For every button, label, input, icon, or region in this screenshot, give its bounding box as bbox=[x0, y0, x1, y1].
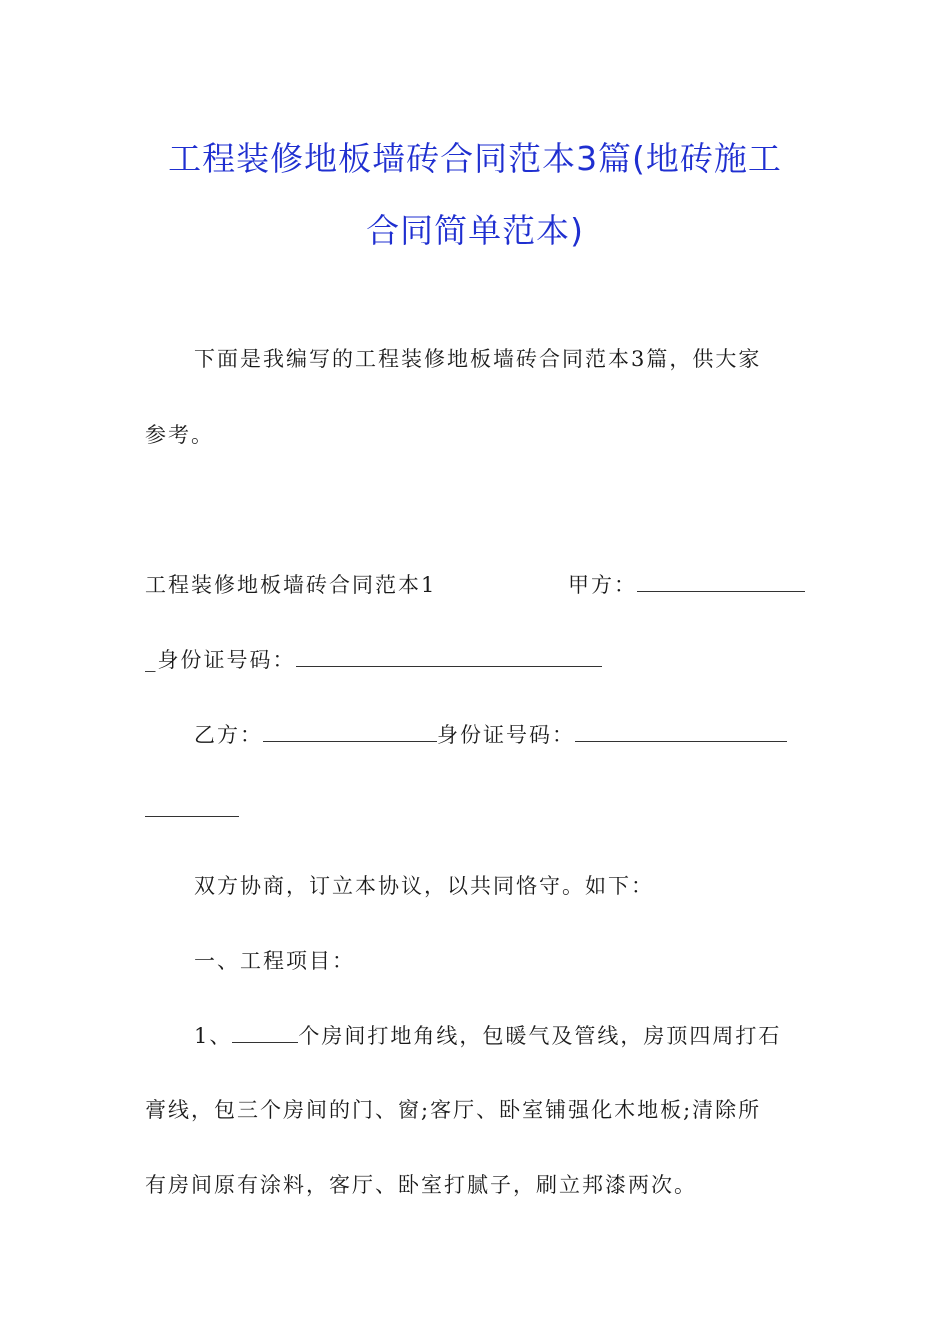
agreement-statement: 双方协商，订立本协议，以共同恪守。如下： bbox=[194, 874, 654, 898]
party-a-label: 甲方： bbox=[568, 573, 637, 597]
document-title-line-2: 合同简单范本) bbox=[366, 211, 584, 250]
party-b-id-blank bbox=[575, 723, 787, 742]
item-1-prefix: 1、 bbox=[194, 1024, 233, 1048]
party-a-row bbox=[568, 570, 805, 600]
section-heading: 工程装修地板墙砖合同范本1 bbox=[145, 573, 437, 597]
item-1-line-3: 有房间原有涂料，客厅、卧室打腻子，刷立邦漆两次。 bbox=[145, 1173, 697, 1197]
party-a-id-row bbox=[145, 645, 602, 675]
party-b-label: 乙方： bbox=[194, 723, 263, 747]
item-1-text: 个房间打地角线，包暖气及管线，房顶四周打石 bbox=[298, 1024, 782, 1048]
item-1-line-2: 膏线，包三个房间的门、窗;客厅、卧室铺强化木地板;清除所 bbox=[145, 1098, 762, 1122]
intro-paragraph-line-1: 下面是我编写的工程装修地板墙砖合同范本3篇，供大家 bbox=[194, 347, 762, 371]
intro-paragraph-line-2: 参考。 bbox=[145, 423, 214, 447]
party-a-id-prefix: _ bbox=[145, 648, 158, 672]
party-b-id-label: 身份证号码： bbox=[437, 723, 575, 747]
party-a-name-blank bbox=[637, 573, 805, 592]
item-1-line-1 bbox=[194, 1021, 781, 1051]
party-b-id-continuation bbox=[145, 795, 239, 825]
party-a-id-label: 身份证号码： bbox=[157, 648, 296, 672]
clause-heading: 一、工程项目： bbox=[194, 949, 355, 973]
party-b-id-blank-continued bbox=[145, 798, 239, 817]
room-count-blank bbox=[232, 1024, 298, 1043]
party-a-id-blank bbox=[296, 648, 602, 667]
party-b-name-blank bbox=[263, 723, 437, 742]
document-title-line-1: 工程装修地板墙砖合同范本3篇(地砖施工 bbox=[168, 139, 782, 178]
party-b-row bbox=[194, 720, 787, 750]
